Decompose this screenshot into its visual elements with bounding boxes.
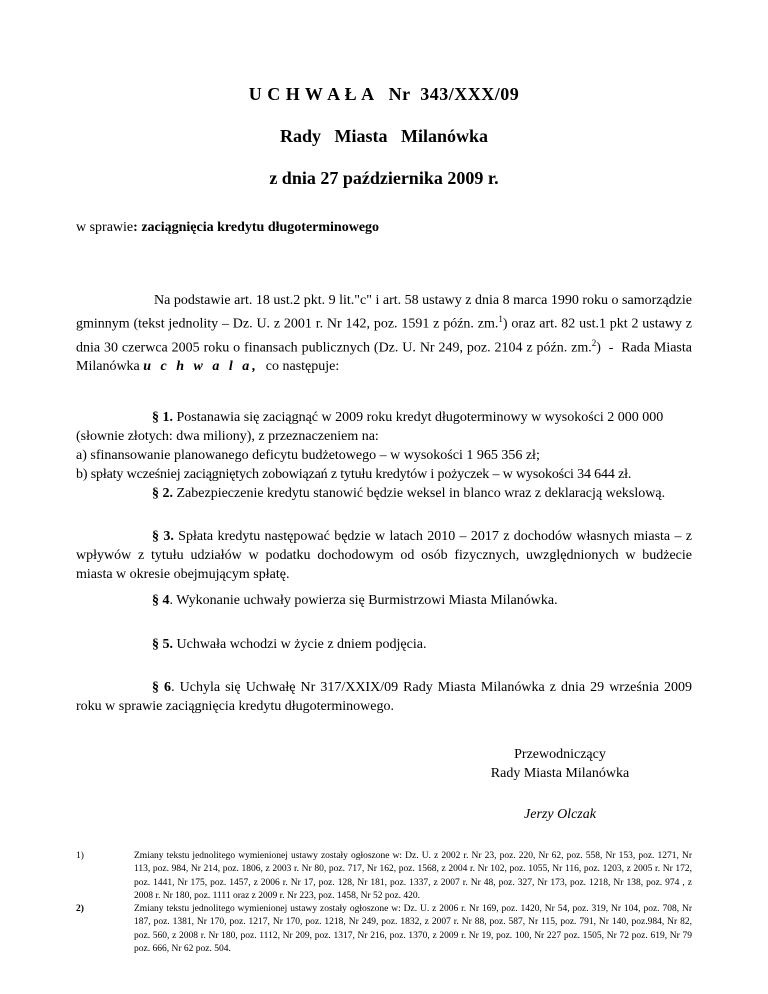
paragraph-1-line2: (słownie złotych: dwa miliony), z przeznaczeniem na:	[76, 429, 379, 444]
paragraph-4	[76, 591, 692, 610]
resolution-date: z dnia 27 października 2009 r.	[269, 168, 499, 188]
footnote-2-number: 2)	[76, 904, 84, 914]
preamble-part2: ) oraz art. 82 ust.1 pkt 2 ustawy z dnia 30 czerwca 2005 roku o finansach publicznych (Dz. U. Nr 249, poz. 2104 z późn. zm.	[76, 316, 692, 356]
paragraph-1-label: § 1.	[152, 410, 173, 425]
subject-prefix: w sprawie	[76, 220, 134, 235]
footnote-2	[76, 903, 692, 957]
footnote-1-text: Zmiany tekstu jednolitego wymienionej ustawy zostały ogłoszone w: Dz. U. z 2002 r. Nr 23, poz. 220, Nr 62, poz. 558, Nr 153, poz. 1271, Nr 113, poz. 984, Nr 214, poz. 1806, z 2003 r. Nr 80, poz. 717, Nr 162, poz. 1568, z 2004 r. Nr 102, poz. 1055, Nr 116, poz. 1203, z 2005 r. Nr 172, poz. 1441, Nr 175, poz. 1457, z 2006 r. Nr 17, poz. 128, Nr 181, poz. 1337, z 2007 r. Nr 48, poz. 327, Nr 173, poz. 1218, Nr 138, poz. 974 , z 2008 r. Nr 180, poz. 1111 oraz z 2009 r. Nr 223, poz. 1458, Nr 52 poz. 420.	[134, 851, 692, 902]
subject-text: : zaciągnięcia kredytu długoterminowego	[133, 220, 380, 235]
resolution-title: U C H W A Ł A Nr 343/XXX/09	[248, 84, 520, 104]
paragraph-3-text: Spłata kredytu następować będzie w latach 2010 – 2017 z dochodów własnych miasta – z wpływów z tytułu udziałów w podatku dochodowym od osób fizycznych, uwzględnionych w budżecie miasta w okresie obejmującym spłatę.	[76, 529, 692, 582]
paragraph-1-text: Postanawia się zaciągnąć w 2009 roku kredyt długoterminowy w wysokości 2 000 000	[173, 410, 664, 425]
subject-line	[76, 220, 379, 236]
paragraph-2-label: § 2.	[152, 486, 173, 501]
footnote-ref-1: 1	[498, 314, 503, 324]
preamble-part1: Na podstawie art. 18 ust.2 pkt. 9 lit."c" i art. 58 ustawy z dnia 8 marca 1990 roku o samorządzie gminnym (tekst jednolity – Dz. U. z 2001 r. Nr 142, poz. 1591 z późn. zm.	[76, 293, 692, 332]
paragraph-1-item-a: a) sfinansowanie planowanego deficytu budżetowego – w wysokości 1 965 356 zł;	[76, 448, 540, 463]
preamble	[76, 291, 696, 376]
preamble-part3: ) - Rada Miasta Milanówka	[76, 340, 696, 375]
signature-name: Jerzy Olczak	[524, 807, 596, 822]
footnote-ref-2: 2	[591, 337, 597, 348]
paragraph-5	[76, 635, 692, 654]
footnote-1-number: 1)	[76, 851, 84, 861]
paragraph-3	[76, 527, 692, 584]
paragraph-5-text: Uchwała wchodzi w życie z dniem podjęcia.	[173, 637, 427, 652]
signature-role: Przewodniczący	[514, 747, 606, 762]
council-name: Rady Miasta Milanówka	[279, 126, 488, 146]
paragraph-6-label: § 6	[152, 680, 172, 695]
paragraph-5-label: § 5.	[152, 637, 173, 652]
preamble-uchwala: u c h w a l a,	[143, 359, 259, 375]
signature-body: Rady Miasta Milanówka	[490, 766, 630, 781]
preamble-part4: co następuje:	[258, 359, 340, 375]
paragraph-3-label: § 3.	[152, 529, 174, 544]
paragraph-4-text: . Wykonanie uchwały powierza się Burmistrzowi Miasta Milanówka.	[169, 593, 558, 608]
paragraph-2-text: Zabezpieczenie kredytu stanowić będzie weksel in blanco wraz z deklaracją wekslową.	[173, 486, 666, 501]
paragraph-1-item-b: b) spłaty wcześniej zaciągniętych zobowiązań z tytułu kredytów i pożyczek – w wysokości 34 644 zł.	[76, 467, 632, 482]
footnote-2-text: Zmiany tekstu jednolitego wymienionej ustawy zostały ogłoszone w: Dz. U. z 2006 r. Nr 169, poz. 1420, Nr 54, poz. 319, Nr 104, poz. 708, Nr 187, poz. 1381, Nr 170, poz. 1217, Nr 170, poz. 1218, Nr 249, poz. 1832, z 2007 r. Nr 88, poz. 587, Nr 115, poz. 791, Nr 140, poz.984, Nr 82, poz. 560, z 2008 r. Nr 180, poz. 1112, Nr 209, poz. 1317, Nr 216, poz. 1370, z 2009 r. Nr 19, poz. 100, Nr 227 poz. 1505, Nr 72 poz. 619, Nr 79 poz. 666, Nr 62 poz. 504.	[134, 904, 692, 955]
paragraph-6-text: . Uchyla się Uchwałę Nr 317/XXIX/09 Rady Miasta Milanówka z dnia 29 września 2009 roku w sprawie zaciągnięcia kredytu długoterminowego.	[76, 680, 692, 714]
paragraph-4-label: § 4	[152, 593, 170, 608]
paragraph-2	[76, 484, 692, 503]
paragraph-1	[76, 408, 692, 484]
paragraph-6	[76, 678, 692, 716]
footnote-1	[76, 850, 692, 904]
